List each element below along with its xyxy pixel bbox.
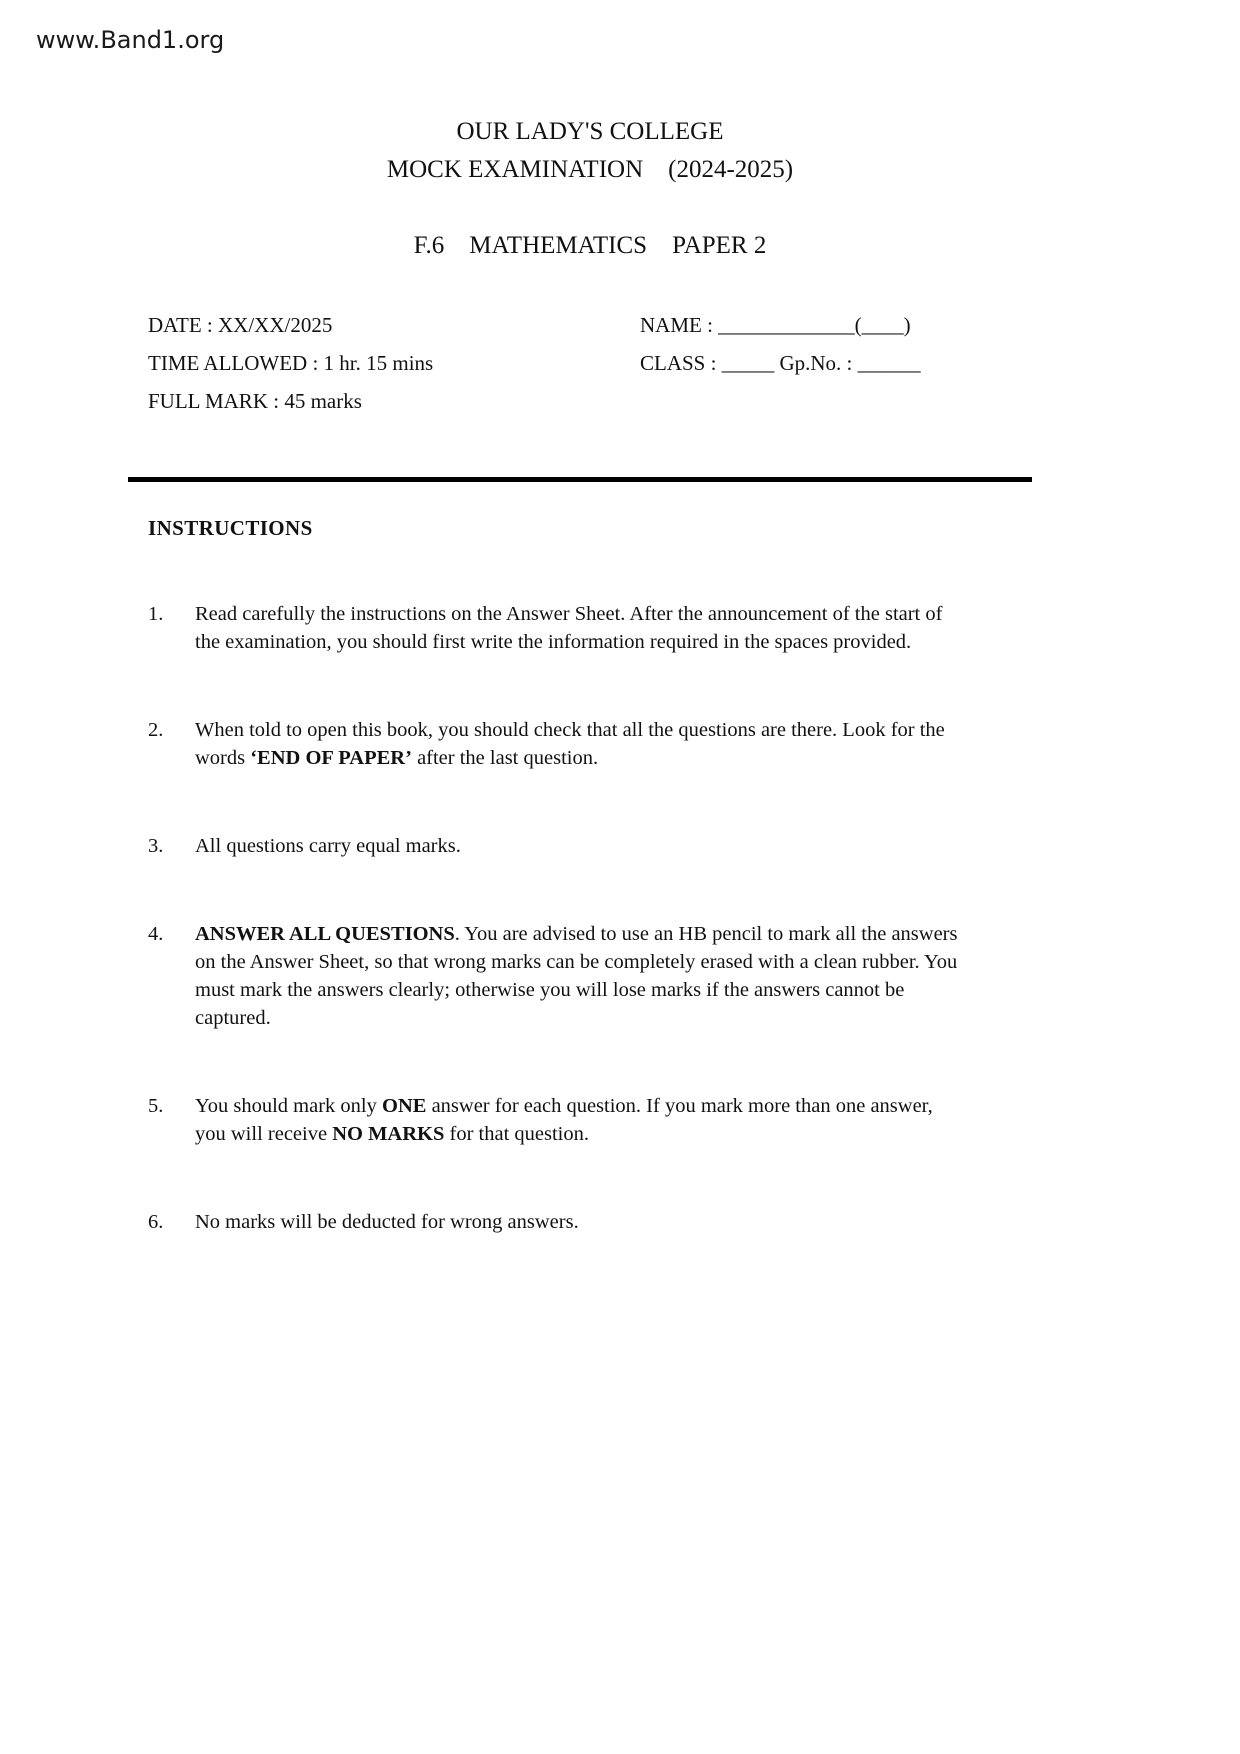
instruction-text-segment: for that question. xyxy=(444,1123,589,1145)
instruction-item xyxy=(148,1092,963,1148)
instruction-text xyxy=(195,1092,963,1148)
date-row: DATE : XX/XX/2025 xyxy=(148,313,333,337)
instruction-number: 3. xyxy=(148,835,164,857)
instruction-text-segment: All questions carry equal marks. xyxy=(195,835,461,857)
instruction-text xyxy=(195,716,963,772)
instruction-number: 4. xyxy=(148,923,164,945)
instruction-text-segment: You should mark only xyxy=(195,1095,382,1117)
instruction-text-segment: after the last question. xyxy=(411,747,599,769)
time-allowed-row: TIME ALLOWED : 1 hr. 15 mins xyxy=(148,351,434,375)
paper-title: F.6 MATHEMATICS PAPER 2 xyxy=(413,232,767,259)
instruction-text xyxy=(195,832,963,860)
exam-title: MOCK EXAMINATION (2024-2025) xyxy=(386,156,794,183)
school-name: OUR LADY'S COLLEGE xyxy=(456,118,724,145)
instruction-text-segment: When told to open this book, you should check that all the questions are there. Look for the words xyxy=(195,719,945,769)
instructions-heading: INSTRUCTIONS xyxy=(148,516,313,540)
instruction-number: 5. xyxy=(148,1095,164,1117)
exam-info-block xyxy=(148,306,1032,420)
instruction-number: 6. xyxy=(148,1211,164,1233)
instruction-text-segment: . You are advised to use an HB pencil to mark all the answers on the Answer Sheet, so that wrong marks can be completely erased with a clean rubber. You must mark the answers clearly; otherwise you will lose marks if the answers cannot be captured. xyxy=(195,923,958,1029)
instruction-text-segment: No marks will be deducted for wrong answers. xyxy=(195,1211,579,1233)
name-row: NAME : _____________(____) xyxy=(640,313,911,337)
instruction-bold-segment: ONE xyxy=(382,1095,427,1117)
instruction-number: 1. xyxy=(148,603,164,625)
instruction-bold-segment: NO MARKS xyxy=(332,1123,445,1145)
exam-info-left-column xyxy=(148,306,640,420)
instruction-number: 2. xyxy=(148,719,164,741)
instruction-text-segment: Read carefully the instructions on the Answer Sheet. After the announcement of the start of the examination, you should first write the information required in the spaces provided. xyxy=(195,603,943,653)
instruction-item xyxy=(148,920,963,1032)
instruction-item xyxy=(148,832,963,860)
instruction-text xyxy=(195,1208,963,1236)
divider-rule xyxy=(128,477,1032,482)
watermark-text: www.Band1.org xyxy=(36,26,225,54)
instruction-item xyxy=(148,1208,963,1236)
instruction-bold-segment: ‘END OF PAPER’ xyxy=(250,747,412,769)
instruction-text xyxy=(195,920,963,1032)
instructions-list xyxy=(148,600,963,1296)
instruction-text xyxy=(195,600,963,656)
class-row: CLASS : _____ Gp.No. : ______ xyxy=(640,351,921,375)
instruction-item xyxy=(148,600,963,656)
exam-info-right-column xyxy=(640,306,1032,420)
instruction-item xyxy=(148,716,963,772)
instruction-text-segment: answer for each question. If you mark more than one answer, you will receive xyxy=(195,1095,933,1145)
full-mark-row: FULL MARK : 45 marks xyxy=(148,389,362,413)
instruction-bold-segment: ANSWER ALL QUESTIONS xyxy=(195,923,455,945)
paper-header xyxy=(148,118,1032,260)
